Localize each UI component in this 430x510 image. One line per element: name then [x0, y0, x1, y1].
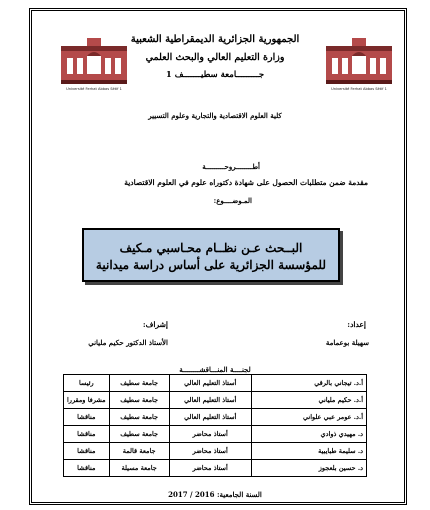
table-row — [64, 426, 367, 443]
table-row — [64, 443, 367, 460]
member-rank: أستاذ محاضر — [169, 426, 251, 443]
member-name: د. حسين بلعجوز — [251, 460, 366, 477]
prepared-by-label: إعداد: — [347, 320, 366, 329]
member-rank: أستاذ محاضر — [169, 460, 251, 477]
member-university: جامعة سطيف — [109, 409, 169, 426]
member-university: جامعة مسيلة — [109, 460, 169, 477]
member-name: د. سليمة طبايبية — [251, 443, 366, 460]
member-rank: أستاذ محاضر — [169, 443, 251, 460]
academic-year: السنة الجامعية: 2016 / 2017 — [168, 490, 262, 499]
subject-label: المـوضــــوع: — [213, 196, 252, 205]
member-name: أ.د. عومر عبي علواني — [251, 409, 366, 426]
republic-name: الجمهورية الجزائرية الديمقراطية الشعبية — [130, 34, 300, 45]
member-role: مناقشا — [64, 426, 110, 443]
university-logo-right — [324, 36, 394, 98]
supervisor-name: الأستاذ الدكتور حكيم ملياني — [88, 338, 168, 347]
faculty-name: كلية العلوم الاقتصادية والتجارية وعلوم التسيير — [148, 111, 282, 120]
member-university: جامعة سطيف — [109, 426, 169, 443]
member-rank: أستاذ التعليم العالي — [169, 409, 251, 426]
ministry-name: وزارة التعليم العالي والبحث العلمي — [145, 52, 285, 63]
thesis-title-line1: البــحث عـن نظــام محـاسبي مـكيف — [119, 241, 303, 255]
table-row — [64, 392, 367, 409]
committee-title: لجنــــة المنـــاقشــــــــة — [179, 365, 251, 374]
university-logo-left — [59, 36, 129, 98]
table-row — [64, 409, 367, 426]
member-university: جامعة سطيف — [109, 392, 169, 409]
member-role: رئيسا — [64, 375, 110, 392]
logo-caption-left: Université Ferhat Abbas Sétif 1 — [66, 87, 122, 91]
thesis-purpose: مقدمة ضمن متطلبات الحصول على شهادة دكتوراه علوم في العلوم الاقتصادية — [124, 178, 368, 187]
thesis-label: أطــــــــروحـــــــــة — [202, 162, 260, 171]
table-row — [64, 375, 367, 392]
prepared-by-name: سهيلة بوعمامة — [325, 338, 369, 347]
thesis-title-line2: للمؤسسة الجزائرية على أساس دراسة ميدانية — [95, 258, 327, 272]
member-rank: أستاذ التعليم العالي — [169, 375, 251, 392]
table-row — [64, 460, 367, 477]
member-role: مناقشا — [64, 460, 110, 477]
committee-table — [63, 374, 367, 477]
member-university: جامعة قالمة — [109, 443, 169, 460]
member-role: مشرفا ومقررا — [64, 392, 110, 409]
member-role: مناقشا — [64, 443, 110, 460]
member-name: أ.د. حكيم ملياني — [251, 392, 366, 409]
member-name: أ.د. تيجاني بالرقي — [251, 375, 366, 392]
member-role: مناقشا — [64, 409, 110, 426]
logo-caption-right: Université Ferhat Abbas Sétif 1 — [331, 87, 387, 91]
member-name: د. مهيدي ذوادي — [251, 426, 366, 443]
university-name: جـــــــــامعة سطيـــــــف 1 — [165, 70, 265, 80]
thesis-title-box — [82, 228, 340, 282]
supervisor-label: إشراف: — [142, 320, 168, 329]
member-university: جامعة سطيف — [109, 375, 169, 392]
member-rank: أستاذ التعليم العالي — [169, 392, 251, 409]
